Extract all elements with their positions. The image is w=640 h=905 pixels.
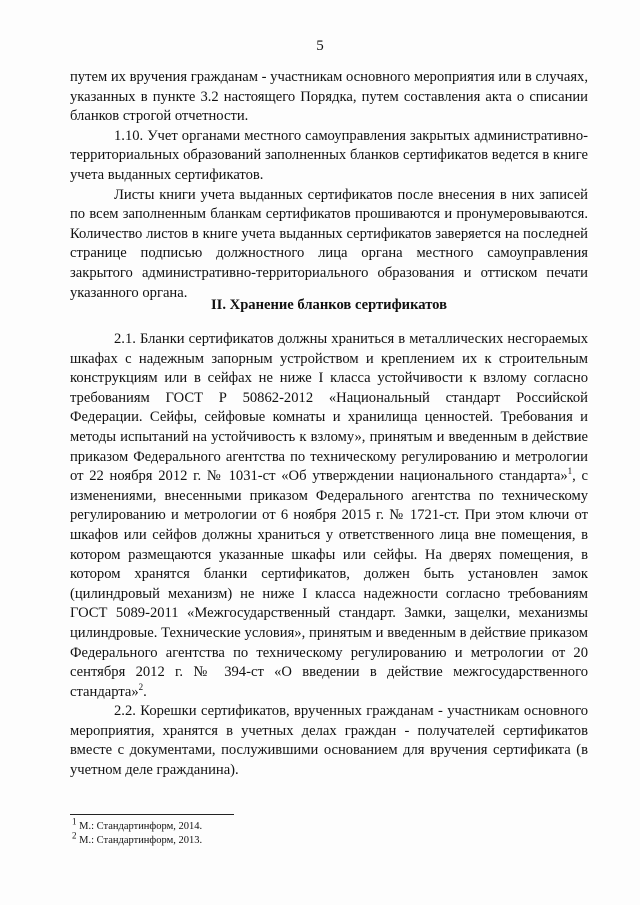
section-heading: II. Хранение бланков сертификатов — [211, 297, 447, 313]
footnote-mark: 1 — [72, 816, 77, 827]
paragraph-1-10: 1.10. Учет органами местного самоуправления закрытых административно-территориальных образований заполненных бланков сертификатов ведется в книге учета выданных сертификатов. — [70, 127, 588, 183]
paragraph-2-2: 2.2. Корешки сертификатов, врученных гражданам - участникам основного мероприятия, хранятся в учетных делах граждан - получателей сертификатов вместе с документами, послужившими основанием для вручения сертификата (в учетном деле гражданина). — [70, 703, 588, 779]
paragraph-2-1-part-a: 2.1. Бланки сертификатов должны храниться в металлических несгораемых шкафах с надежным запорным устройством и креплением их к строительным конструкциям или в сейфах не ниже I класса устойчивости к взлому согласно требованиям ГОСТ Р 50862-2012 «Национальный стандарт Российской Федерации. Сейфы, сейфовые комнаты и хранилища ценностей. Требования и методы испытаний на устойчивость к взлому», принятым и введенным в действие приказом Федерального агентства по техническому регулированию и метрологии от 22 ноября 2012 г. № 1031-ст «Об утверждении национального стандарта» — [70, 331, 588, 485]
paragraph-continuation: путем их вручения гражданам - участникам основного мероприятия или в случаях, указанных в пункте 3.2 настоящего Порядка, путем составления акта о списании бланков строгой отчетности. — [70, 69, 588, 125]
page-number: 5 — [316, 38, 324, 54]
footnote-text: М.: Стандартинформ, 2014. — [76, 821, 203, 832]
paragraph-2-1-part-b: , с изменениями, внесенными приказом Федерального агентства по техническому регулированию и метрологии от 6 ноября 2015 г. № 1721-ст. При этом ключи от шкафов или сейфов должны храниться у ответственного лица вне помещения, в котором размещаются указанные шкафы или сейфы. На дверях помещения, в котором хранятся бланки сертификатов, должен быть установлен замок (цилиндровый механизм) не ниже I класса надежности согласно требованиям ГОСТ 5089-2011 «Межгосударственный стандарт. Замки, защелки, механизмы цилиндровые. Технические условия», принятым и введенным в действие приказом Федерального агентства по техническому регулированию и метрологии от 20 сентября 2012 г. № 394-ст «О введении в действие межгосударственного стандарта» — [70, 468, 588, 700]
text-block-intro — [70, 68, 588, 303]
text-block-storage — [70, 330, 588, 781]
footnote-1 — [72, 816, 472, 834]
paragraph-2-1-part-c: . — [143, 683, 147, 700]
footnote-ref-2: 2 — [138, 681, 144, 692]
paragraph-book-sheets: Листы книги учета выданных сертификатов после внесения в них записей по всем заполненным бланкам сертификатов прошиваются и пронумеровываются. Количество листов в книге учета выданных сертификатов заверяется на последней странице подписью должностного лица органа местного самоуправления закрытого административно-территориального образования и оттиском печати указанного органа. — [70, 186, 588, 301]
footnote-divider — [70, 814, 234, 815]
footnote-text: М.: Стандартинформ, 2013. — [76, 835, 203, 846]
paragraph-2-1 — [70, 330, 588, 702]
footnote-ref-1: 1 — [567, 466, 573, 477]
footnote-mark: 2 — [72, 830, 77, 841]
footnotes — [72, 816, 472, 848]
footnote-2 — [72, 830, 472, 848]
